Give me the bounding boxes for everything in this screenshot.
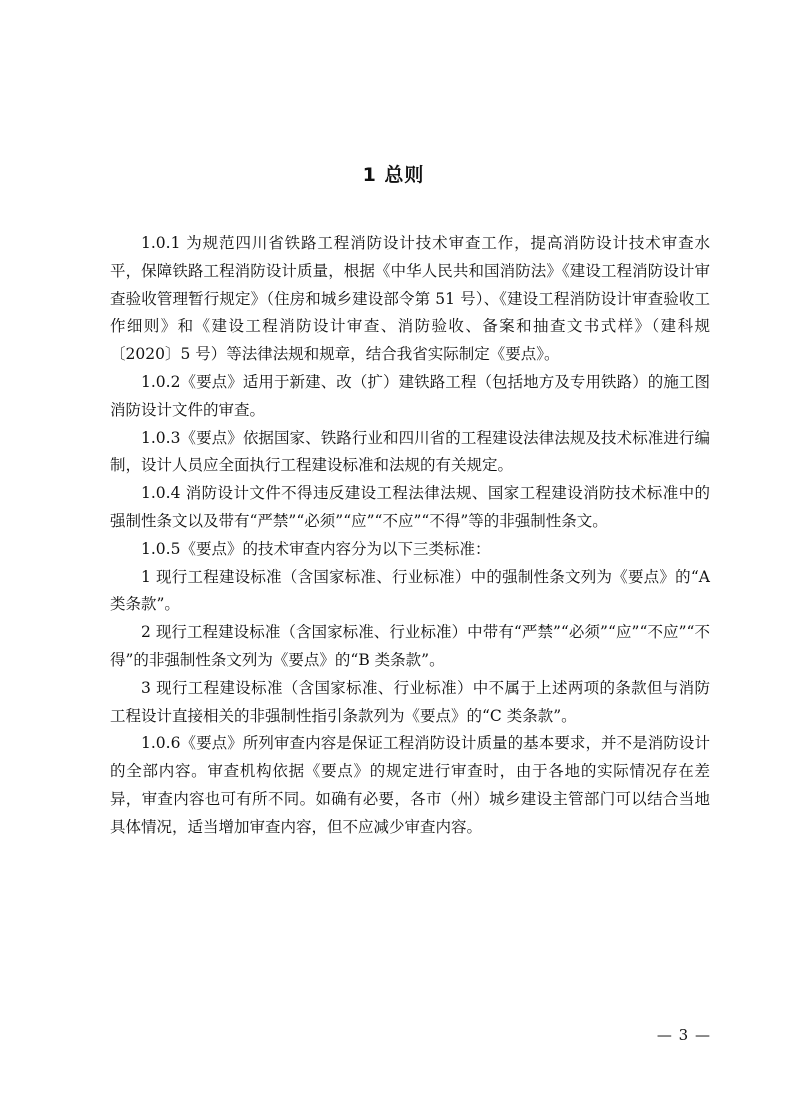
paragraph-1-0-4: 1.0.4 消防设计文件不得违反建设工程法律法规、国家工程建设消防技术标准中的强制性条文以及带有“严禁”“必须”“应”“不应”“不得”等的非强制性条文。 bbox=[110, 484, 710, 530]
paragraph-1-0-2: 1.0.2《要点》适用于新建、改（扩）建铁路工程（包括地方及专用铁路）的施工图消防设计文件的审查。 bbox=[110, 372, 710, 419]
list-item-a-class: 1 现行工程建设标准（含国家标准、行业标准）中的强制性条文列为《要点》的“A 类条款”。 bbox=[110, 567, 710, 614]
chapter-body bbox=[110, 230, 710, 842]
paragraph-1-0-1: 1.0.1 为规范四川省铁路工程消防设计技术审查工作，提高消防设计技术审查水平，保障铁路工程消防设计质量，根据《中华人民共和国消防法》《建设工程消防设计审查验收管理暂行规定》（住房和城乡建设部令第 51 号）、《建设工程消防设计审查验收工作细则》和《建设工程消防设计审查、消防验收、备案和抽查文书式样》（建科规〔2020〕5 号）等法律法规和规章，结合我省实际制定《要点》。 bbox=[110, 234, 710, 364]
page-number: — 3 — bbox=[656, 1026, 711, 1044]
chapter-title: 1 总则 bbox=[362, 164, 425, 186]
paragraph-1-0-5: 1.0.5《要点》的技术审查内容分为以下三类标准： bbox=[141, 539, 491, 558]
list-item-b-class: 2 现行工程建设标准（含国家标准、行业标准）中带有“严禁”“必须”“应”“不应”“不得”的非强制性条文列为《要点》的“B 类条款”。 bbox=[110, 623, 710, 669]
paragraph-1-0-3: 1.0.3《要点》依据国家、铁路行业和四川省的工程建设法律法规及技术标准进行编制，设计人员应全面执行工程建设标准和法规的有关规定。 bbox=[110, 428, 710, 475]
paragraph-1-0-6: 1.0.6《要点》所列审查内容是保证工程消防设计质量的基本要求，并不是消防设计的全部内容。审查机构依据《要点》的规定进行审查时，由于各地的实际情况存在差异，审查内容也可有所不同。如确有必要，各市（州）城乡建设主管部门可以结合当地具体情况，适当增加审查内容，但不应减少审查内容。 bbox=[110, 734, 710, 836]
list-item-c-class: 3 现行工程建设标准（含国家标准、行业标准）中不属于上述两项的条款但与消防工程设计直接相关的非强制性指引条款列为《要点》的“C 类条款”。 bbox=[110, 678, 710, 725]
